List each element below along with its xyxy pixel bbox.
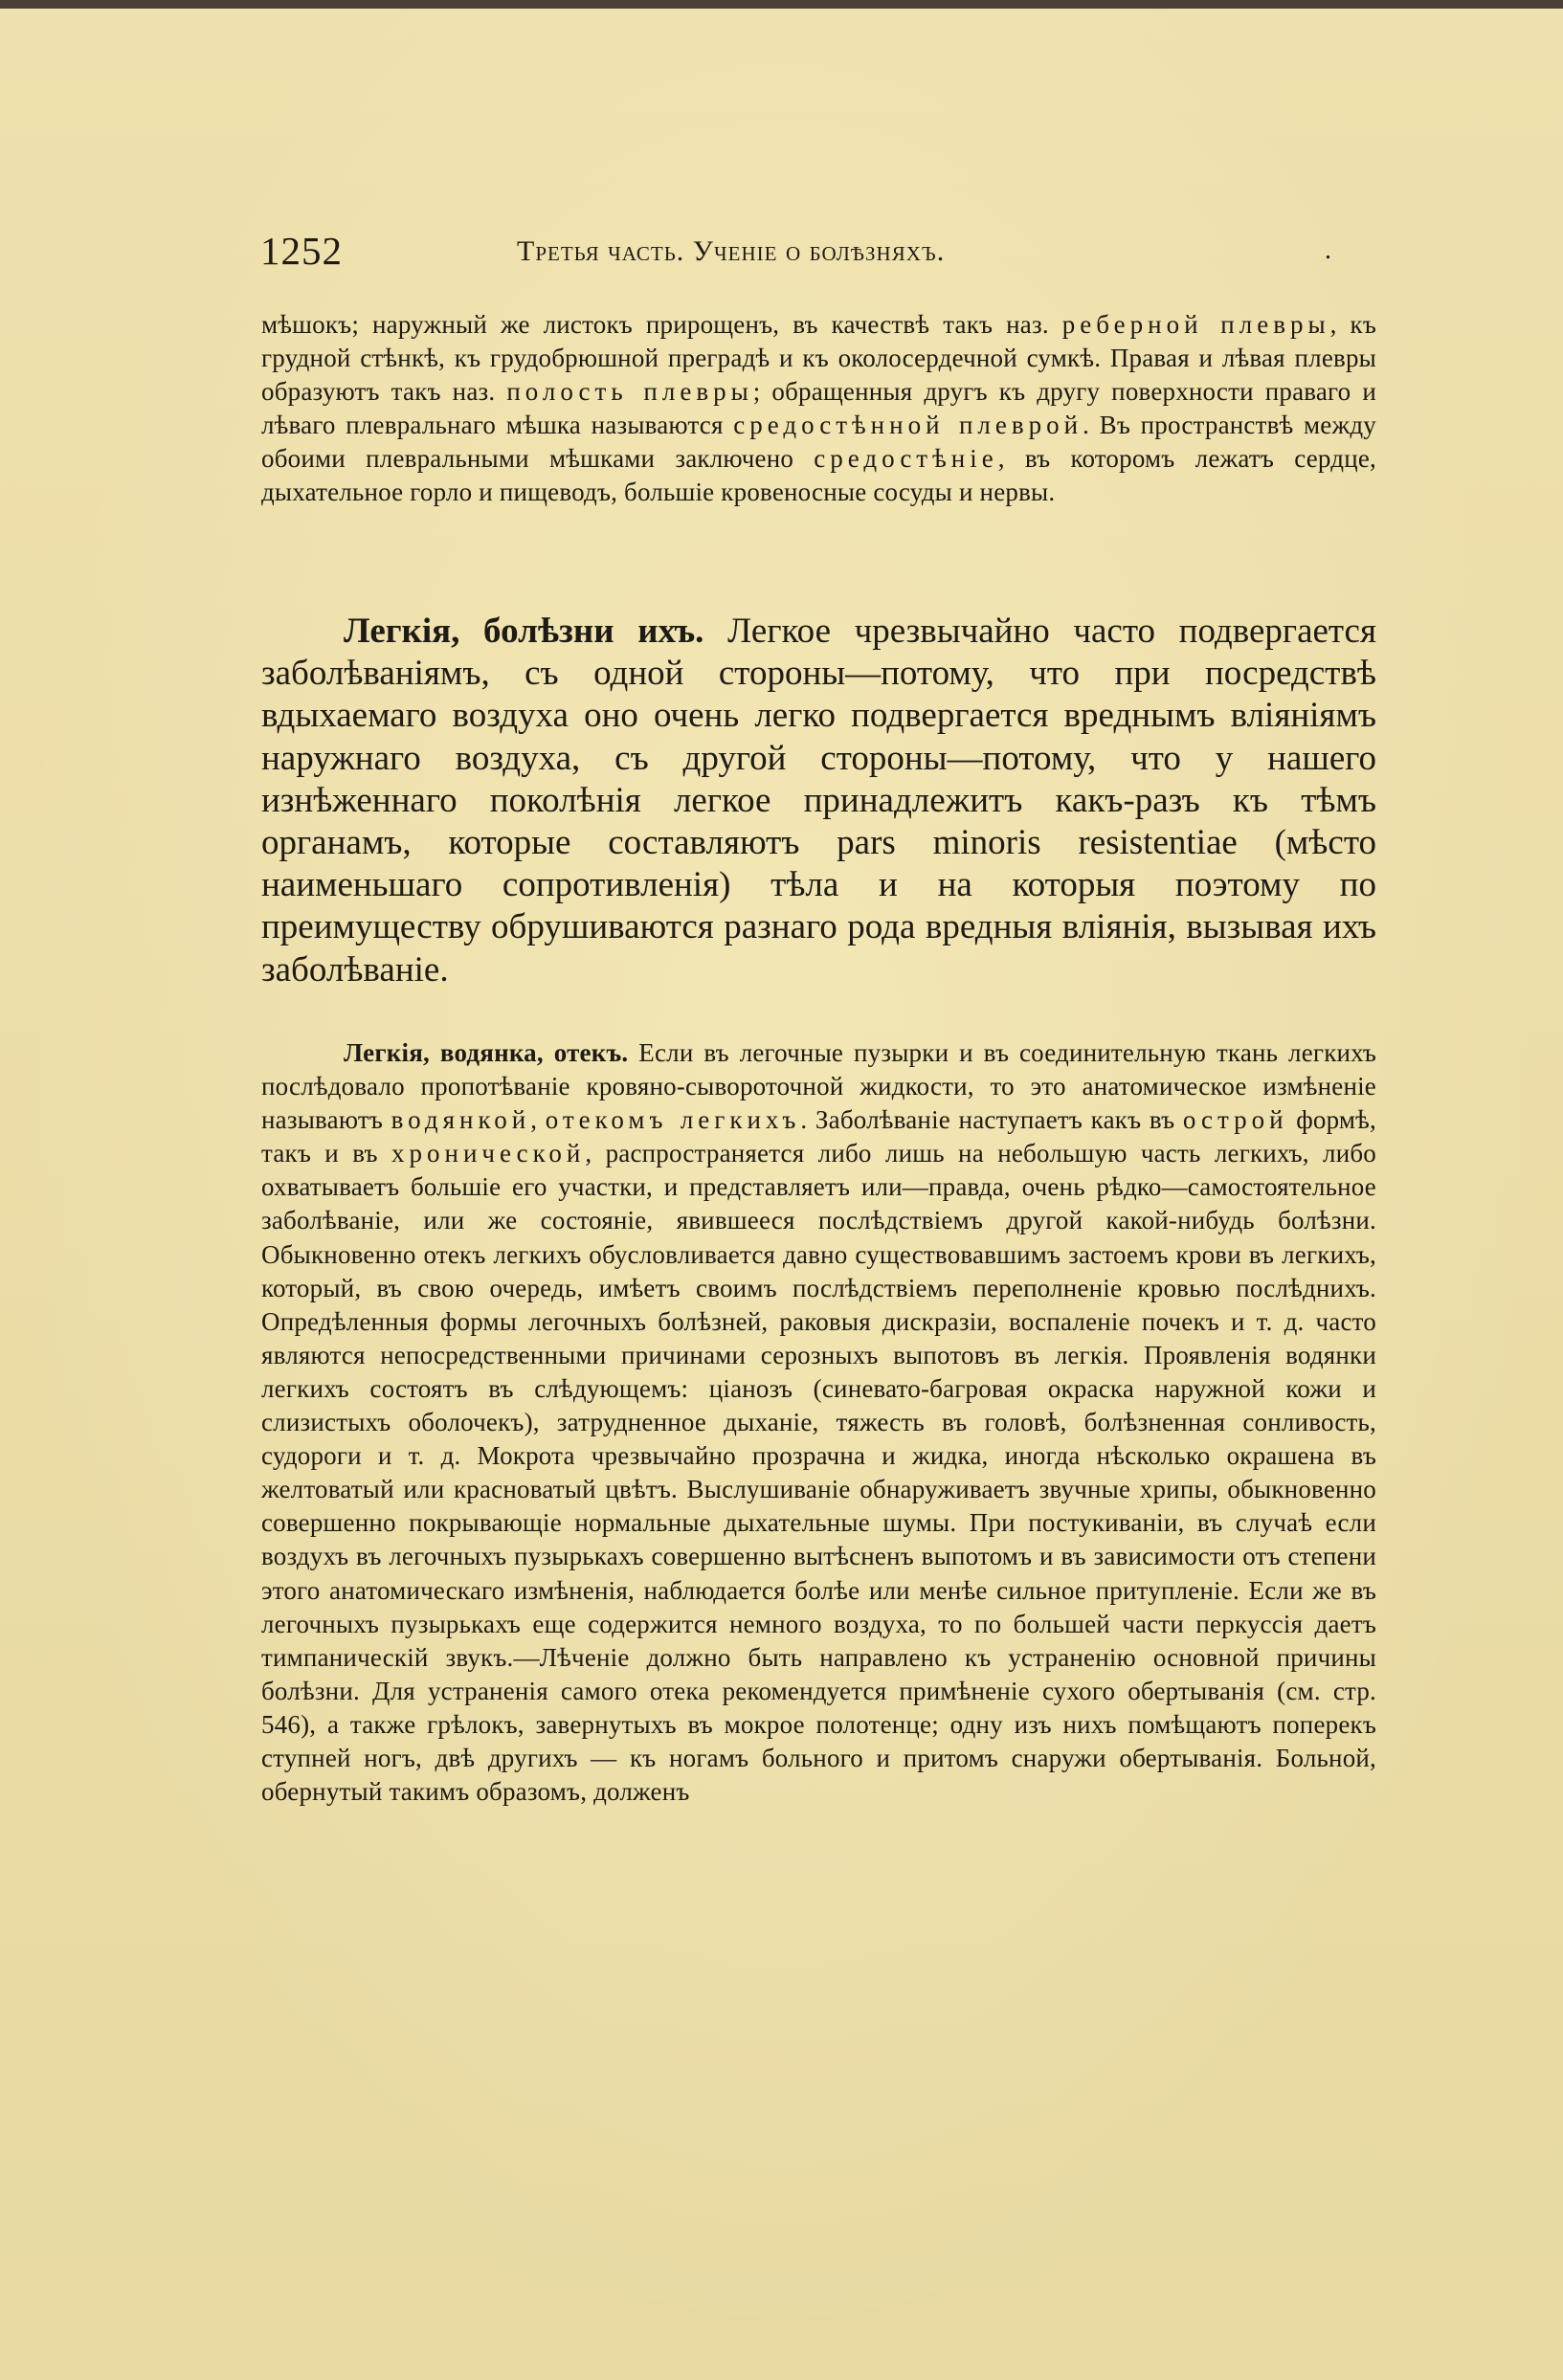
page-number: 1252 xyxy=(260,229,343,273)
intro-term-pleural-cavity: полость плевры xyxy=(506,377,753,407)
edema-text-3: . Заболѣваніе наступаетъ какъ въ xyxy=(800,1105,1183,1135)
intro-term-mediastinal-pleura: средостѣнной плеврой xyxy=(733,411,1083,440)
intro-paragraph xyxy=(261,308,1376,510)
edema-text-5: , распространяется либо лишь на небольшую часть легкихъ, либо охватываетъ большіе его участки, и представляетъ или—правда, очень рѣдко—самостоятельное заболѣваніе, или же состояніе, явившееся послѣдствіемъ другой какой-нибудь болѣзни. Обыкновенно отекъ легкихъ обусловливается давно существовавшимъ застоемъ крови въ легкихъ, который, въ свою очередь, имѣетъ своимъ послѣдствіемъ переполненіе кровью послѣднихъ. Опредѣленныя формы легочныхъ болѣзней, раковыя дискразіи, воспаленіе почекъ и т. д. часто являются непосредственными причинами серозныхъ выпотовъ въ легкія. Проявленія водянки легкихъ состоятъ въ слѣдующемъ: ціанозъ (синевато-багровая окраска наружной кожи и слизистыхъ оболочекъ), затрудненное дыханіе, тяжесть въ головѣ, болѣзненная сонливость, судороги и т. д. Мокрота чрезвычайно прозрачна и жидка, иногда нѣсколько окрашена въ желтоватый или красноватый цвѣтъ. Выслушиваніе обнаруживаетъ звучные хрипы, обыкновенно совершенно покрывающіе нормальные дыхательные шумы. При постукиваніи, въ случаѣ если воздухъ въ легочныхъ пузырькахъ совершенно вытѣсненъ выпотомъ и въ зависимости отъ степени этого анатомическаго измѣненія, наблюдается болѣе или менѣе сильное притупленіе. Если же въ легочныхъ пузырькахъ еще содержится немного воздуха, то по большей части перкуссія даетъ тимпаническій звукъ.—Лѣченіе должно быть направлено къ устраненію основной причины болѣзни. Для устраненія самого отека рекомендуется примѣненіе сухого обертыванія (см. стр. 546), а также грѣлокъ, завернутыхъ въ мокрое полотенце; одну изъ нихъ помѣщаютъ поперекъ ступней ногъ, двѣ другихъ — къ ногамъ больного и притомъ снаружи обертыванія. Больной, обернутый такимъ образомъ, долженъ xyxy=(261,1139,1376,1807)
intro-text-2: , къ грудной стѣнкѣ, къ грудобрюшной преградѣ и къ околосердечной сумкѣ. Правая и лѣвая плевры образуютъ такъ наз. xyxy=(261,310,1376,407)
edema-heading: Легкія, водянка, отекъ. xyxy=(344,1038,629,1067)
edema-text-1: Если въ легочные пузырки и въ соединительную ткань легкихъ послѣдовало пропотѣваніе кровяно-сывороточной жидкости, то это анатомическое измѣненіе называютъ xyxy=(261,1038,1376,1135)
page-header xyxy=(260,228,1361,274)
running-head: Третья часть. Ученіе о болѣзняхъ. xyxy=(517,235,946,267)
lungs-heading: Легкія, болѣзни ихъ. xyxy=(344,612,704,651)
lungs-text: Легкое чрезвычайно часто подвергается заболѣваніямъ, съ одной стороны—потому, что при посредствѣ вдыхаемаго воздуха оно очень легко подвергается вреднымъ вліяніямъ наружнаго воздуха, съ другой стороны—потому, что у нашего изнѣженнаго поколѣнія легкое принадлежитъ какъ-разъ къ тѣмъ органамъ, которые составляютъ pars minoris resistentiae (мѣсто наименьшаго сопротивленія) тѣла и на которыя поэтому по преимуществу обрушиваются разнаго рода вредныя вліянія, вызывая ихъ заболѣваніе. xyxy=(261,612,1376,990)
lungs-section xyxy=(261,611,1376,991)
intro-text-4: . Въ пространствѣ между обоими плевральными мѣшками заключено xyxy=(261,411,1376,474)
intro-text-3: ; обращенныя другъ къ другу поверхности праваго и лѣваго плевральнаго мѣшка называются xyxy=(261,377,1376,440)
edema-text-2: , xyxy=(530,1105,546,1135)
edema-section xyxy=(261,1036,1376,1809)
top-border xyxy=(0,0,1563,9)
intro-text-5: , въ которомъ лежатъ сердце, дыхательное горло и пищеводъ, большіе кровеносные сосуды и нервы. xyxy=(261,444,1376,507)
edema-term-lung-edema: отекомъ легкихъ xyxy=(545,1105,801,1135)
edema-term-chronic: хронической xyxy=(391,1139,586,1168)
edema-term-acute: острой xyxy=(1182,1105,1288,1135)
edema-term-dropsy: водянкой xyxy=(391,1105,531,1135)
edema-text-4: формѣ, такъ и въ xyxy=(261,1105,1376,1168)
header-mark: . xyxy=(1325,235,1331,265)
intro-term-rib-pleura: реберной плевры xyxy=(1061,310,1330,339)
intro-text-1: мѣшокъ; наружный же листокъ прирощенъ, въ качествѣ такъ наз. xyxy=(261,310,1062,339)
intro-term-mediastinum: средостѣніе xyxy=(814,444,998,474)
